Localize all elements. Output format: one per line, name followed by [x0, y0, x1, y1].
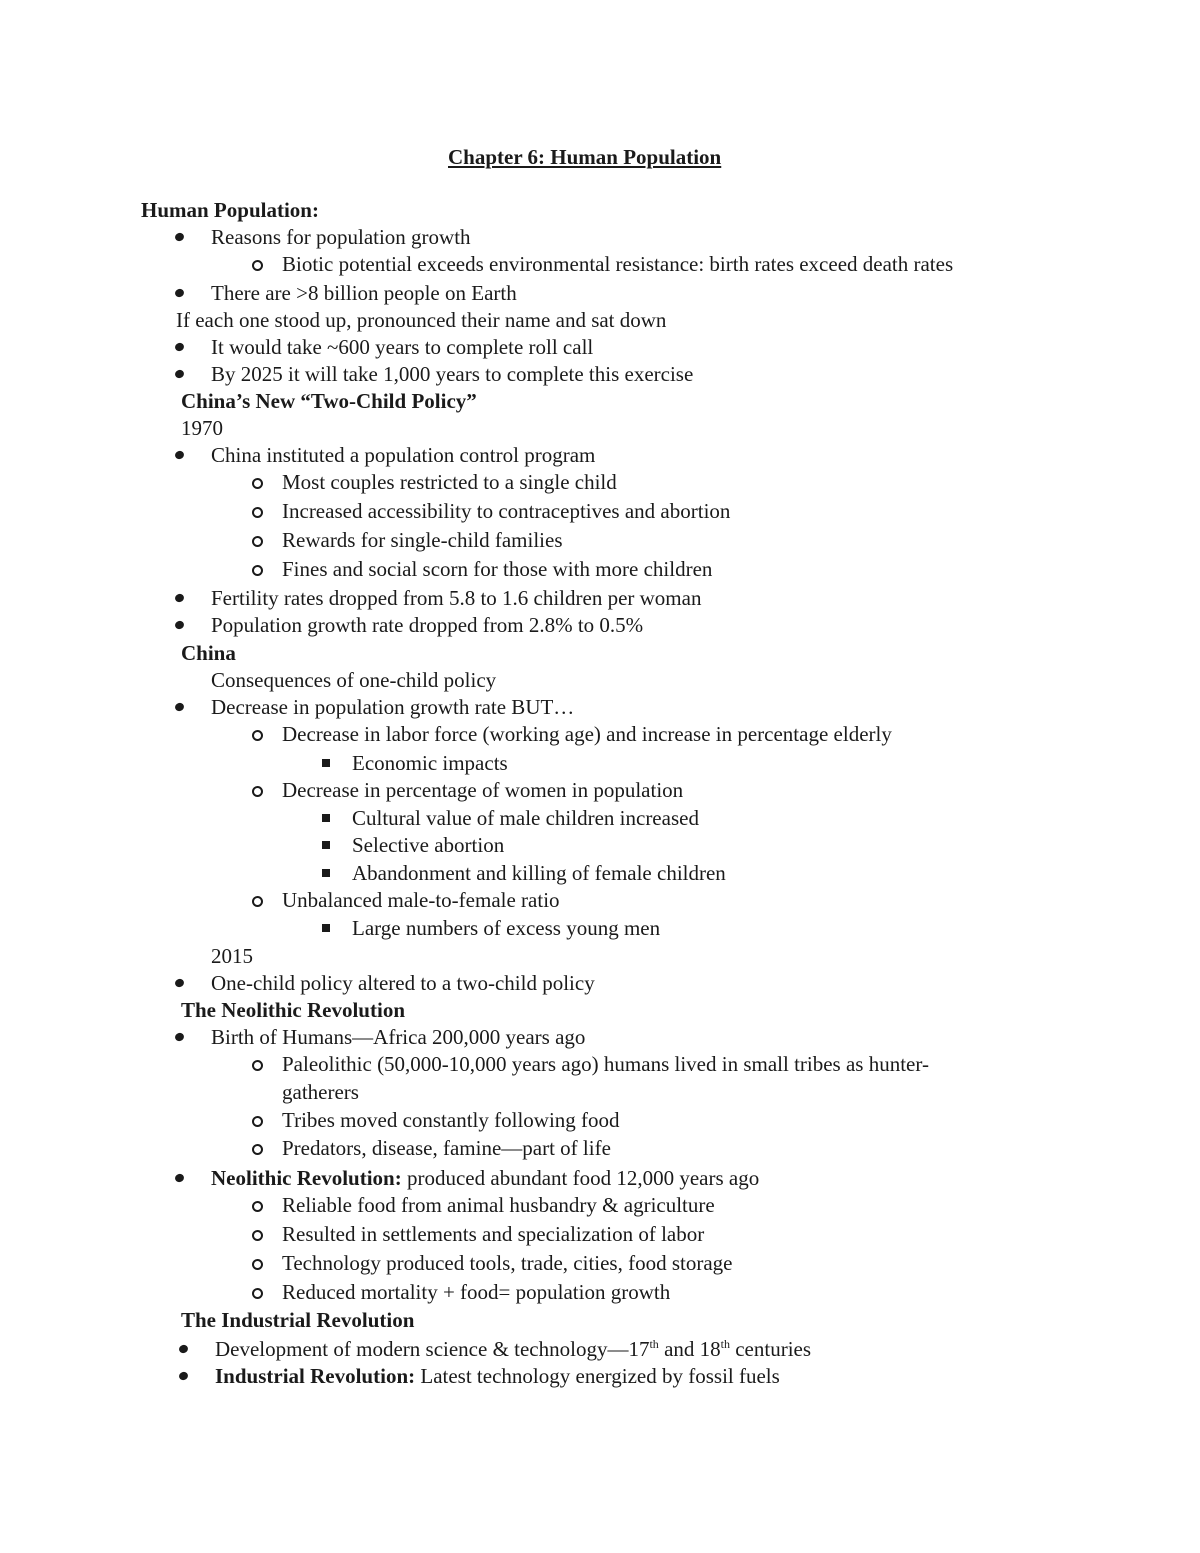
- bullet-circle-icon: [252, 536, 263, 547]
- bullet-disc-icon: [174, 1173, 185, 1184]
- bullet-circle-icon: [252, 730, 263, 741]
- line-text: Predators, disease, famine—part of life: [282, 1136, 611, 1160]
- list-item: [215, 1336, 811, 1362]
- ordinal-suffix: th: [720, 1337, 730, 1351]
- list-item: [211, 970, 595, 996]
- list-item: [211, 334, 593, 360]
- bullet-square-icon: [322, 759, 330, 767]
- bullet-circle-icon: [252, 1230, 263, 1241]
- bullet-square-icon: [322, 924, 330, 932]
- bullet-square-icon: [322, 814, 330, 822]
- line-text: Cultural value of male children increased: [352, 806, 699, 830]
- list-item: [211, 224, 471, 250]
- list-item: [282, 1279, 670, 1305]
- line-text: 1970: [181, 416, 223, 440]
- list-item: [282, 251, 953, 277]
- line-text: The Neolithic Revolution: [181, 998, 405, 1022]
- bullet-circle-icon: [252, 1116, 263, 1127]
- line-text: Latest technology energized by fossil fuels: [415, 1364, 780, 1388]
- line-text: Decrease in percentage of women in population: [282, 778, 684, 802]
- line-text: The Industrial Revolution: [181, 1308, 415, 1332]
- line-text: It would take ~600 years to complete roll call: [211, 335, 594, 359]
- list-item: [352, 805, 699, 831]
- line-text: and 18: [658, 1337, 721, 1361]
- bullet-square-icon: [322, 841, 330, 849]
- line-text: Human Population:: [141, 198, 319, 222]
- line-text: gatherers: [282, 1080, 359, 1104]
- bold-term: Industrial Revolution:: [215, 1364, 416, 1388]
- line-text: Tribes moved constantly following food: [282, 1108, 620, 1132]
- section-heading: [181, 640, 236, 666]
- line-text: China: [181, 641, 236, 665]
- list-item: [211, 667, 496, 693]
- line-text: 2015: [211, 944, 253, 968]
- line-text: Fertility rates dropped from 5.8 to 1.6 children per woman: [211, 586, 702, 610]
- line-text: Unbalanced male-to-female ratio: [282, 888, 560, 912]
- line-text: Birth of Humans—Africa 200,000 years ago: [211, 1025, 586, 1049]
- bullet-disc-icon: [174, 978, 185, 989]
- line-text: Population growth rate dropped from 2.8% to 0.5%: [211, 613, 644, 637]
- bullet-circle-icon: [252, 507, 263, 518]
- page-title: [448, 144, 721, 170]
- bullet-circle-icon: [252, 260, 263, 271]
- line-text: Reduced mortality + food= population growth: [282, 1280, 671, 1304]
- line-text: If each one stood up, pronounced their name and sat down: [176, 308, 667, 332]
- bold-term: Neolithic Revolution:: [211, 1166, 402, 1190]
- ordinal-suffix: th: [649, 1337, 659, 1351]
- line-text: centuries: [729, 1337, 812, 1361]
- section-heading: [141, 197, 319, 223]
- bullet-circle-icon: [252, 1201, 263, 1212]
- list-item: [352, 860, 726, 886]
- line-text: Paleolithic (50,000-10,000 years ago) humans lived in small tribes as hunter-: [282, 1052, 929, 1076]
- line-text: Consequences of one-child policy: [211, 668, 497, 692]
- list-item: [211, 280, 517, 306]
- line-text: Fines and social scorn for those with more children: [282, 557, 713, 581]
- bullet-circle-icon: [252, 565, 263, 576]
- line-text: Technology produced tools, trade, cities, food storage: [282, 1251, 733, 1275]
- bullet-circle-icon: [252, 896, 263, 907]
- line-text: Increased accessibility to contraceptives and abortion: [282, 499, 731, 523]
- line-text: Economic impacts: [352, 751, 508, 775]
- list-item: [282, 887, 560, 913]
- list-item: [211, 612, 643, 638]
- bullet-circle-icon: [252, 1144, 263, 1155]
- list-item: [282, 527, 563, 553]
- line-text: Rewards for single-child families: [282, 528, 563, 552]
- list-item: [352, 832, 504, 858]
- list-item: [282, 1135, 611, 1161]
- line-text: Decrease in labor force (working age) and increase in percentage elderly: [282, 722, 892, 746]
- list-item: [282, 1051, 929, 1077]
- line-text: China instituted a population control program: [211, 443, 596, 467]
- list-item: [282, 469, 617, 495]
- bullet-circle-icon: [252, 1288, 263, 1299]
- bullet-circle-icon: [252, 1060, 263, 1071]
- list-item: [282, 1079, 359, 1105]
- list-item: [211, 943, 253, 969]
- list-item: [352, 750, 508, 776]
- list-item: [282, 1221, 704, 1247]
- list-item: [211, 361, 693, 387]
- list-item: [282, 556, 712, 582]
- line-text: Resulted in settlements and specialization of labor: [282, 1222, 705, 1246]
- line-text: Selective abortion: [352, 833, 505, 857]
- list-item: [282, 1192, 715, 1218]
- bullet-disc-icon: [174, 232, 185, 243]
- list-item: [282, 1250, 733, 1276]
- line-text: There are >8 billion people on Earth: [211, 281, 517, 305]
- bullet-disc-icon: [174, 593, 185, 604]
- line-text: produced abundant food 12,000 years ago: [401, 1166, 760, 1190]
- line-text: Development of modern science & technology—17: [215, 1337, 650, 1361]
- list-item: [282, 498, 730, 524]
- section-heading: [181, 388, 477, 414]
- line-text: By 2025 it will take 1,000 years to complete this exercise: [211, 362, 694, 386]
- bullet-circle-icon: [252, 786, 263, 797]
- line-text: Reasons for population growth: [211, 225, 471, 249]
- line-text: Abandonment and killing of female children: [352, 861, 726, 885]
- list-item: [282, 721, 892, 747]
- bullet-circle-icon: [252, 1259, 263, 1270]
- list-item: [352, 915, 660, 941]
- bullet-disc-icon: [174, 288, 185, 299]
- line-text: China’s New “Two-Child Policy”: [181, 389, 477, 413]
- bullet-disc-icon: [174, 1032, 185, 1043]
- bullet-disc-icon: [174, 702, 185, 713]
- line-text: Chapter 6: Human Population: [448, 145, 722, 169]
- list-item: [181, 415, 223, 441]
- list-item: [211, 1024, 585, 1050]
- section-heading: [181, 1307, 414, 1333]
- line-text: One-child policy altered to a two-child policy: [211, 971, 595, 995]
- line-text: Most couples restricted to a single child: [282, 470, 617, 494]
- line-text: Decrease in population growth rate BUT…: [211, 695, 575, 719]
- list-item: [215, 1363, 780, 1389]
- list-item: [211, 694, 574, 720]
- section-heading: [181, 997, 405, 1023]
- list-item: [211, 442, 595, 468]
- bullet-disc-icon: [174, 369, 185, 380]
- bullet-disc-icon: [174, 620, 185, 631]
- list-item: [282, 777, 683, 803]
- list-item: [176, 307, 666, 333]
- bullet-disc-icon: [174, 342, 185, 353]
- bullet-disc-icon: [178, 1344, 189, 1355]
- bullet-disc-icon: [174, 450, 185, 461]
- list-item: [211, 585, 701, 611]
- line-text: Biotic potential exceeds environmental resistance: birth rates exceed death rates: [282, 252, 954, 276]
- line-text: Large numbers of excess young men: [352, 916, 661, 940]
- list-item: [211, 1165, 759, 1191]
- line-text: Reliable food from animal husbandry & agriculture: [282, 1193, 715, 1217]
- bullet-disc-icon: [178, 1371, 189, 1382]
- list-item: [282, 1107, 620, 1133]
- bullet-square-icon: [322, 869, 330, 877]
- bullet-circle-icon: [252, 478, 263, 489]
